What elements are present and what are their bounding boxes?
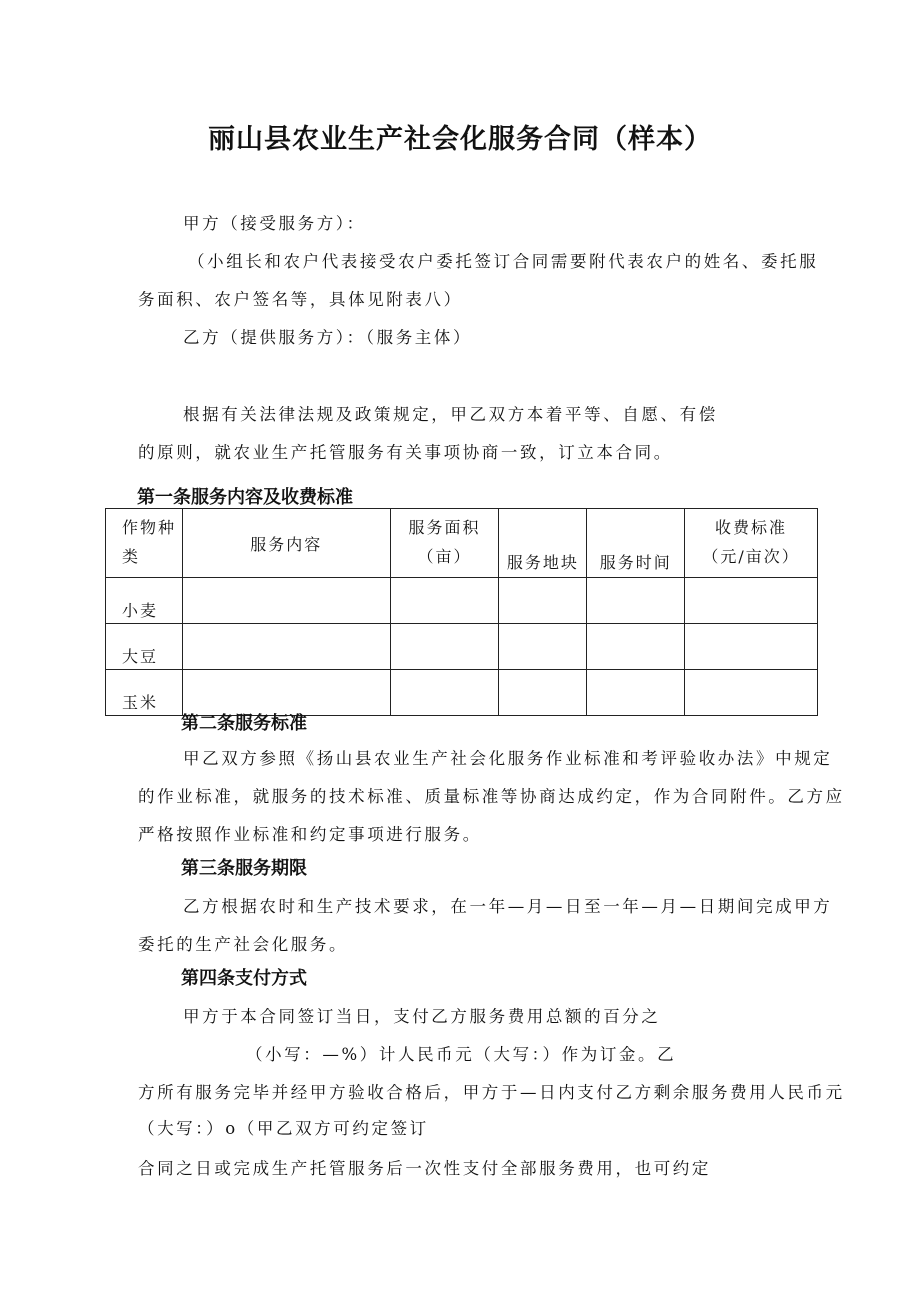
party-a-note-line-2: 务面积、农户签名等，具体见附表八）: [138, 290, 463, 309]
section-4-heading: 第四条支付方式: [181, 968, 307, 989]
section-4-line-2: （小写：—%）计人民币元（大写：）作为订金。乙: [246, 1045, 677, 1064]
row-crop-label: 小麦: [122, 601, 159, 620]
row-plot-cell: [499, 624, 587, 670]
section-2-line-2: 的作业标准，就服务的技术标准、质量标准等协商达成约定，作为合同附件。乙方应: [138, 787, 845, 806]
section-4-line-4: （大写：）o（甲乙双方可约定签订: [138, 1119, 429, 1138]
header-content-label: 服务内容: [250, 534, 323, 554]
row-time-cell: [587, 578, 685, 624]
header-crop-line-1: 作物种: [122, 518, 177, 537]
section-2-heading: 第二条服务标准: [181, 713, 307, 734]
intro-line-2: 的原则，就农业生产托管服务有关事项协商一致，订立本合同。: [138, 443, 673, 462]
section-4-line-3: 方所有服务完毕并经甲方验收合格后，甲方于—日内支付乙方剩余服务费用人民币元: [138, 1083, 845, 1102]
header-crop-line-2: 类: [122, 547, 141, 566]
row-fee-cell: [685, 624, 818, 670]
header-time-label: 服务时间: [599, 553, 672, 572]
section-4-line-1: 甲方于本合同签订当日，支付乙方服务费用总额的百分之: [183, 1007, 661, 1026]
row-crop-cell: [106, 578, 183, 624]
row-plot-cell: [499, 578, 587, 624]
row-time-cell: [587, 624, 685, 670]
header-area: [390, 509, 499, 578]
header-area-line-1: 服务面积: [408, 518, 481, 537]
row-content-cell: [182, 624, 390, 670]
header-area-line-2: （亩）: [417, 547, 472, 566]
header-fee-line-2: （元/亩次）: [702, 547, 800, 566]
document-title: 丽山县农业生产社会化服务合同（样本）: [208, 124, 712, 155]
row-fee-cell: [685, 670, 818, 716]
header-plot-label: 服务地块: [506, 553, 579, 572]
table-row: [106, 624, 818, 670]
row-crop-cell: [106, 670, 183, 716]
section-3-line-1: 乙方根据农时和生产技术要求，在一年—月—日至一年—月—日期间完成甲方: [183, 897, 833, 916]
party-a-note-line-1: （小组长和农户代表接受农户委托签订合同需要附代表农户的姓名、委托服: [188, 252, 819, 271]
row-area-cell: [390, 578, 499, 624]
row-area-cell: [390, 624, 499, 670]
section-2-line-3: 严格按照作业标准和约定事项进行服务。: [138, 825, 482, 844]
service-table: [105, 508, 818, 716]
intro-line-1: 根据有关法律法规及政策规定，甲乙双方本着平等、自愿、有偿: [183, 405, 718, 424]
row-crop-label: 玉米: [122, 693, 159, 712]
header-fee: [685, 509, 818, 578]
section-2-line-1: 甲乙双方参照《扬山县农业生产社会化服务作业标准和考评验收办法》中规定: [183, 749, 833, 768]
header-fee-line-1: 收费标准: [715, 518, 788, 537]
header-time: [587, 509, 685, 578]
section-3-heading: 第三条服务期限: [181, 858, 307, 879]
row-area-cell: [390, 670, 499, 716]
header-crop: [106, 509, 183, 578]
row-crop-label: 大豆: [122, 647, 159, 666]
row-time-cell: [587, 670, 685, 716]
row-content-cell: [182, 578, 390, 624]
header-plot: [499, 509, 587, 578]
section-1-heading: 第一条服务内容及收费标准: [137, 487, 353, 508]
row-fee-cell: [685, 578, 818, 624]
row-plot-cell: [499, 670, 587, 716]
section-3-line-2: 委托的生产社会化服务。: [138, 935, 349, 954]
header-content: [182, 509, 390, 578]
party-a-label: 甲方（接受服务方）：: [183, 214, 366, 233]
row-crop-cell: [106, 624, 183, 670]
table-row: [106, 578, 818, 624]
section-4-line-5: 合同之日或完成生产托管服务后一次性支付全部服务费用，也可约定: [138, 1159, 711, 1178]
table-header-row: [106, 509, 818, 578]
party-b-label: 乙方（提供服务方）：（服务主体）: [183, 328, 473, 347]
